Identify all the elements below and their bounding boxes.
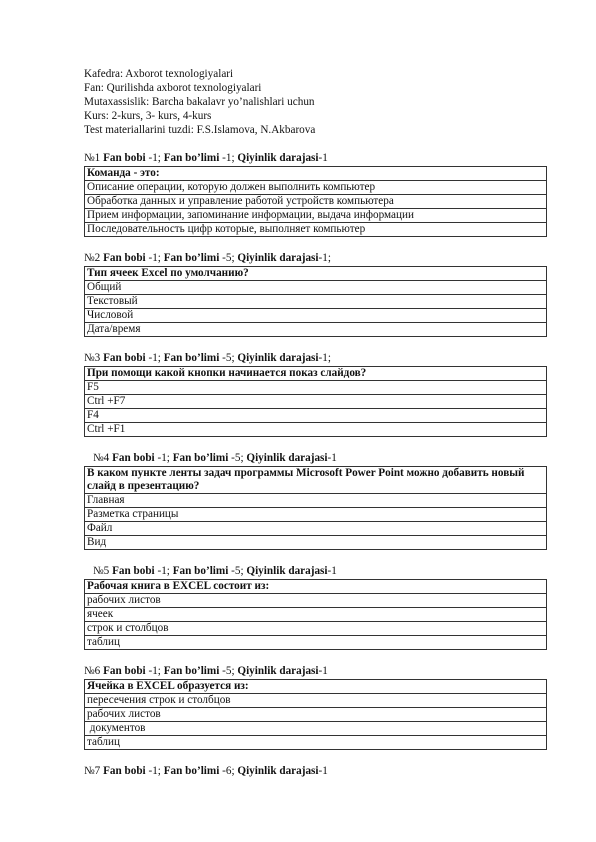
- header-subject: Fan: Qurilishda axborot texnologiyalari: [84, 82, 262, 94]
- difficulty-label: Qiyinlik darajasi: [246, 452, 328, 464]
- answer-option: Файл: [85, 522, 547, 536]
- question-heading: [84, 451, 547, 465]
- fan-bolimi-value: -1;: [222, 152, 235, 164]
- answer-option: Вид: [85, 536, 547, 550]
- question-text: В каком пункте ленты задач программы Microsoft Power Point можно добавить новый слайд в презентацию?: [85, 467, 547, 494]
- question-table: [84, 166, 547, 237]
- answer-option: строк и столбцов: [85, 622, 547, 636]
- question-table: [84, 679, 547, 750]
- fan-bolimi-value: -5;: [222, 352, 235, 364]
- fan-bolimi-label: Fan bo’limi: [172, 452, 229, 464]
- question-number: №4: [93, 452, 110, 464]
- difficulty-label: Qiyinlik darajasi: [237, 352, 319, 364]
- question-heading: [84, 564, 547, 578]
- question-number: №7: [84, 765, 101, 777]
- fan-bolimi-value: -5;: [222, 252, 235, 264]
- question-number: №1: [84, 152, 101, 164]
- answer-option: таблиц: [85, 636, 547, 650]
- fan-bobi-label: Fan bobi: [103, 765, 146, 777]
- question-heading: [84, 151, 547, 165]
- question-heading: [84, 251, 547, 265]
- fan-bobi-value: -1;: [148, 252, 161, 264]
- fan-bobi-value: -1;: [157, 452, 170, 464]
- difficulty-label: Qiyinlik darajasi: [237, 252, 319, 264]
- question-text: Рабочая книга в EXCEL состоит из:: [85, 580, 547, 594]
- fan-bolimi-label: Fan bo’limi: [163, 665, 220, 677]
- fan-bobi-label: Fan bobi: [112, 452, 155, 464]
- question-table: [84, 579, 547, 650]
- fan-bolimi-label: Fan bo’limi: [163, 152, 220, 164]
- answer-option: таблиц: [85, 736, 547, 750]
- difficulty-value: -1: [318, 765, 328, 777]
- answer-option: пересечения строк и столбцов: [85, 694, 547, 708]
- difficulty-value: -1;: [318, 352, 331, 364]
- answer-option: Последовательность цифр которые, выполняет компьютер: [85, 223, 547, 237]
- fan-bolimi-value: -5;: [231, 452, 244, 464]
- header-specialty: Mutaxassislik: Barcha bakalavr yo’nalishlari uchun: [84, 96, 315, 108]
- fan-bobi-label: Fan bobi: [103, 665, 146, 677]
- question-heading: [84, 764, 547, 778]
- question-heading: [84, 664, 547, 678]
- fan-bolimi-value: -6;: [222, 765, 235, 777]
- fan-bobi-value: -1;: [148, 665, 161, 677]
- question-text: При помощи какой кнопки начинается показ слайдов?: [85, 367, 547, 381]
- answer-option: Разметка страницы: [85, 508, 547, 522]
- header-authors: Test materiallarini tuzdi: F.S.Islamova, N.Akbarova: [84, 124, 316, 136]
- difficulty-label: Qiyinlik darajasi: [237, 152, 319, 164]
- answer-option: Обработка данных и управление работой устройств компьютера: [85, 195, 547, 209]
- question-text: Команда - это:: [85, 167, 547, 181]
- fan-bolimi-label: Fan bo’limi: [163, 252, 220, 264]
- difficulty-label: Qiyinlik darajasi: [246, 565, 328, 577]
- fan-bobi-label: Fan bobi: [103, 352, 146, 364]
- answer-option: ячеек: [85, 608, 547, 622]
- answer-option: Общий: [85, 281, 547, 295]
- question-table: [84, 466, 547, 550]
- difficulty-value: -1: [327, 565, 337, 577]
- difficulty-value: -1: [318, 665, 328, 677]
- document-header: [84, 67, 547, 137]
- difficulty-value: -1: [327, 452, 337, 464]
- difficulty-label: Qiyinlik darajasi: [237, 765, 319, 777]
- fan-bobi-label: Fan bobi: [103, 252, 146, 264]
- fan-bolimi-label: Fan bo’limi: [163, 765, 220, 777]
- question-table: [84, 266, 547, 337]
- fan-bobi-value: -1;: [148, 152, 161, 164]
- fan-bobi-label: Fan bobi: [112, 565, 155, 577]
- fan-bobi-value: -1;: [148, 352, 161, 364]
- question-heading: [84, 351, 547, 365]
- fan-bolimi-value: -5;: [231, 565, 244, 577]
- answer-option: Описание операции, которую должен выполнить компьютер: [85, 181, 547, 195]
- answer-option: Числовой: [85, 309, 547, 323]
- answer-option: документов: [85, 722, 547, 736]
- difficulty-label: Qiyinlik darajasi: [237, 665, 319, 677]
- answer-option: F5: [85, 381, 547, 395]
- fan-bobi-value: -1;: [157, 565, 170, 577]
- answer-option: F4: [85, 409, 547, 423]
- question-number: №3: [84, 352, 101, 364]
- fan-bobi-label: Fan bobi: [103, 152, 146, 164]
- answer-option: рабочих листов: [85, 594, 547, 608]
- question-number: №6: [84, 665, 101, 677]
- answer-option: Прием информации, запоминание информации, выдача информации: [85, 209, 547, 223]
- question-text: Ячейка в EXCEL образуется из:: [85, 680, 547, 694]
- fan-bobi-value: -1;: [148, 765, 161, 777]
- answer-option: Дата/время: [85, 323, 547, 337]
- answer-option: Ctrl +F1: [85, 423, 547, 437]
- answer-option: Главная: [85, 494, 547, 508]
- fan-bolimi-label: Fan bo’limi: [163, 352, 220, 364]
- fan-bolimi-label: Fan bo’limi: [172, 565, 229, 577]
- fan-bolimi-value: -5;: [222, 665, 235, 677]
- question-number: №5: [93, 565, 110, 577]
- answer-option: Текстовый: [85, 295, 547, 309]
- answer-option: рабочих листов: [85, 708, 547, 722]
- document-page: [84, 67, 547, 778]
- difficulty-value: -1: [318, 152, 328, 164]
- question-number: №2: [84, 252, 101, 264]
- question-table: [84, 366, 547, 437]
- header-course: Kurs: 2-kurs, 3- kurs, 4-kurs: [84, 110, 212, 122]
- difficulty-value: -1;: [318, 252, 331, 264]
- header-department: Kafedra: Axborot texnologiyalari: [84, 68, 234, 80]
- question-text: Тип ячеек Excel по умолчанию?: [85, 267, 547, 281]
- answer-option: Ctrl +F7: [85, 395, 547, 409]
